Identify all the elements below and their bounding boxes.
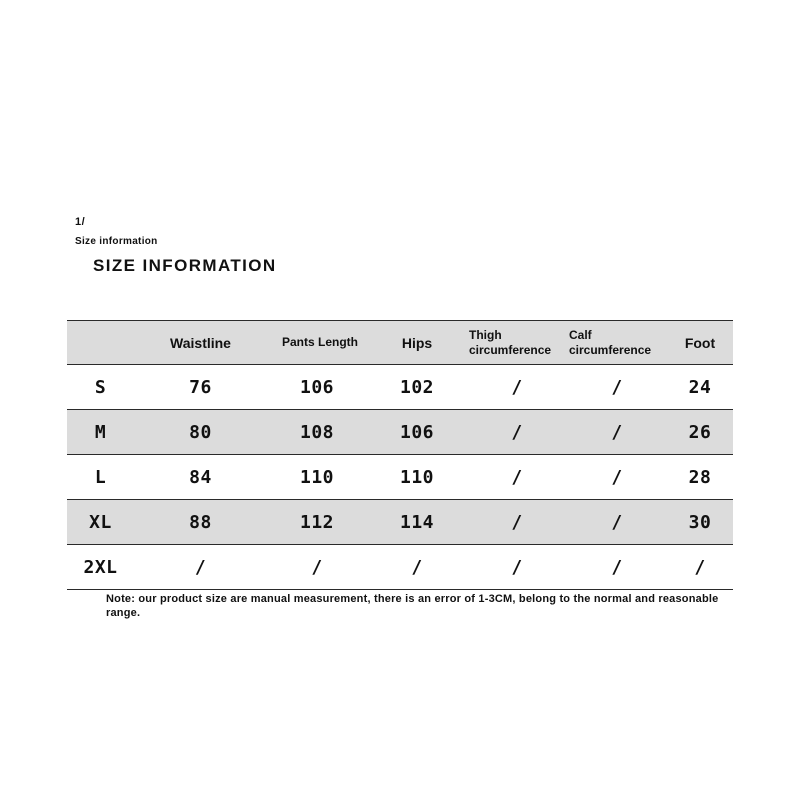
table-row [67, 545, 733, 590]
cell-size: S [94, 376, 107, 398]
cell-foot: 26 [688, 421, 712, 443]
cell-thigh: / [511, 511, 523, 533]
cell-calf: / [611, 466, 623, 488]
cell-pants-length: 106 [299, 376, 334, 398]
cell-foot: / [694, 556, 706, 578]
cell-size: 2XL [83, 556, 118, 578]
page-title: SIZE INFORMATION [93, 256, 277, 275]
cell-pants-length: 108 [299, 421, 334, 443]
cell-thigh: / [511, 466, 523, 488]
cell-hips: 114 [399, 511, 434, 533]
cell-size: M [94, 421, 107, 443]
table-row [67, 455, 733, 500]
section-index: 1/ [75, 216, 86, 228]
cell-pants-length: 110 [299, 466, 334, 488]
cell-foot: 28 [688, 466, 712, 488]
cell-size: XL [89, 511, 112, 533]
cell-foot: 30 [688, 511, 712, 533]
cell-calf: / [611, 421, 623, 443]
column-header-hips: Hips [401, 334, 433, 351]
cell-hips: 110 [399, 466, 434, 488]
cell-hips: 106 [399, 421, 434, 443]
cell-waistline: 76 [189, 376, 212, 398]
measurement-note: Note: our product size are manual measurement, there is an error of 1-3CM, belong to the normal and reasonable range. [106, 593, 719, 619]
column-header-thigh-circumference: Thigh circumference [469, 327, 552, 357]
size-table [67, 320, 733, 590]
section-subtitle: Size information [75, 236, 158, 247]
cell-thigh: / [511, 556, 523, 578]
cell-calf: / [611, 376, 623, 398]
column-header-foot: Foot [684, 334, 716, 351]
cell-calf: / [611, 511, 623, 533]
column-header-pants-length: Pants Length [282, 335, 359, 349]
cell-pants-length: / [311, 556, 323, 578]
cell-waistline: 80 [189, 421, 212, 443]
table-row [67, 365, 733, 410]
column-header-waistline: Waistline [170, 334, 231, 351]
column-header-calf-circumference: Calf circumference [569, 327, 652, 357]
cell-hips: / [411, 556, 423, 578]
cell-pants-length: 112 [299, 511, 334, 533]
cell-hips: 102 [399, 376, 434, 398]
cell-waistline: 84 [189, 466, 212, 488]
table-header-row [67, 320, 733, 365]
cell-waistline: / [194, 556, 207, 578]
cell-calf: / [611, 556, 623, 578]
cell-thigh: / [511, 421, 523, 443]
cell-thigh: / [511, 376, 523, 398]
table-row [67, 500, 733, 545]
cell-foot: 24 [688, 376, 712, 398]
table-row [67, 410, 733, 455]
cell-size: L [94, 466, 107, 488]
cell-waistline: 88 [189, 511, 212, 533]
